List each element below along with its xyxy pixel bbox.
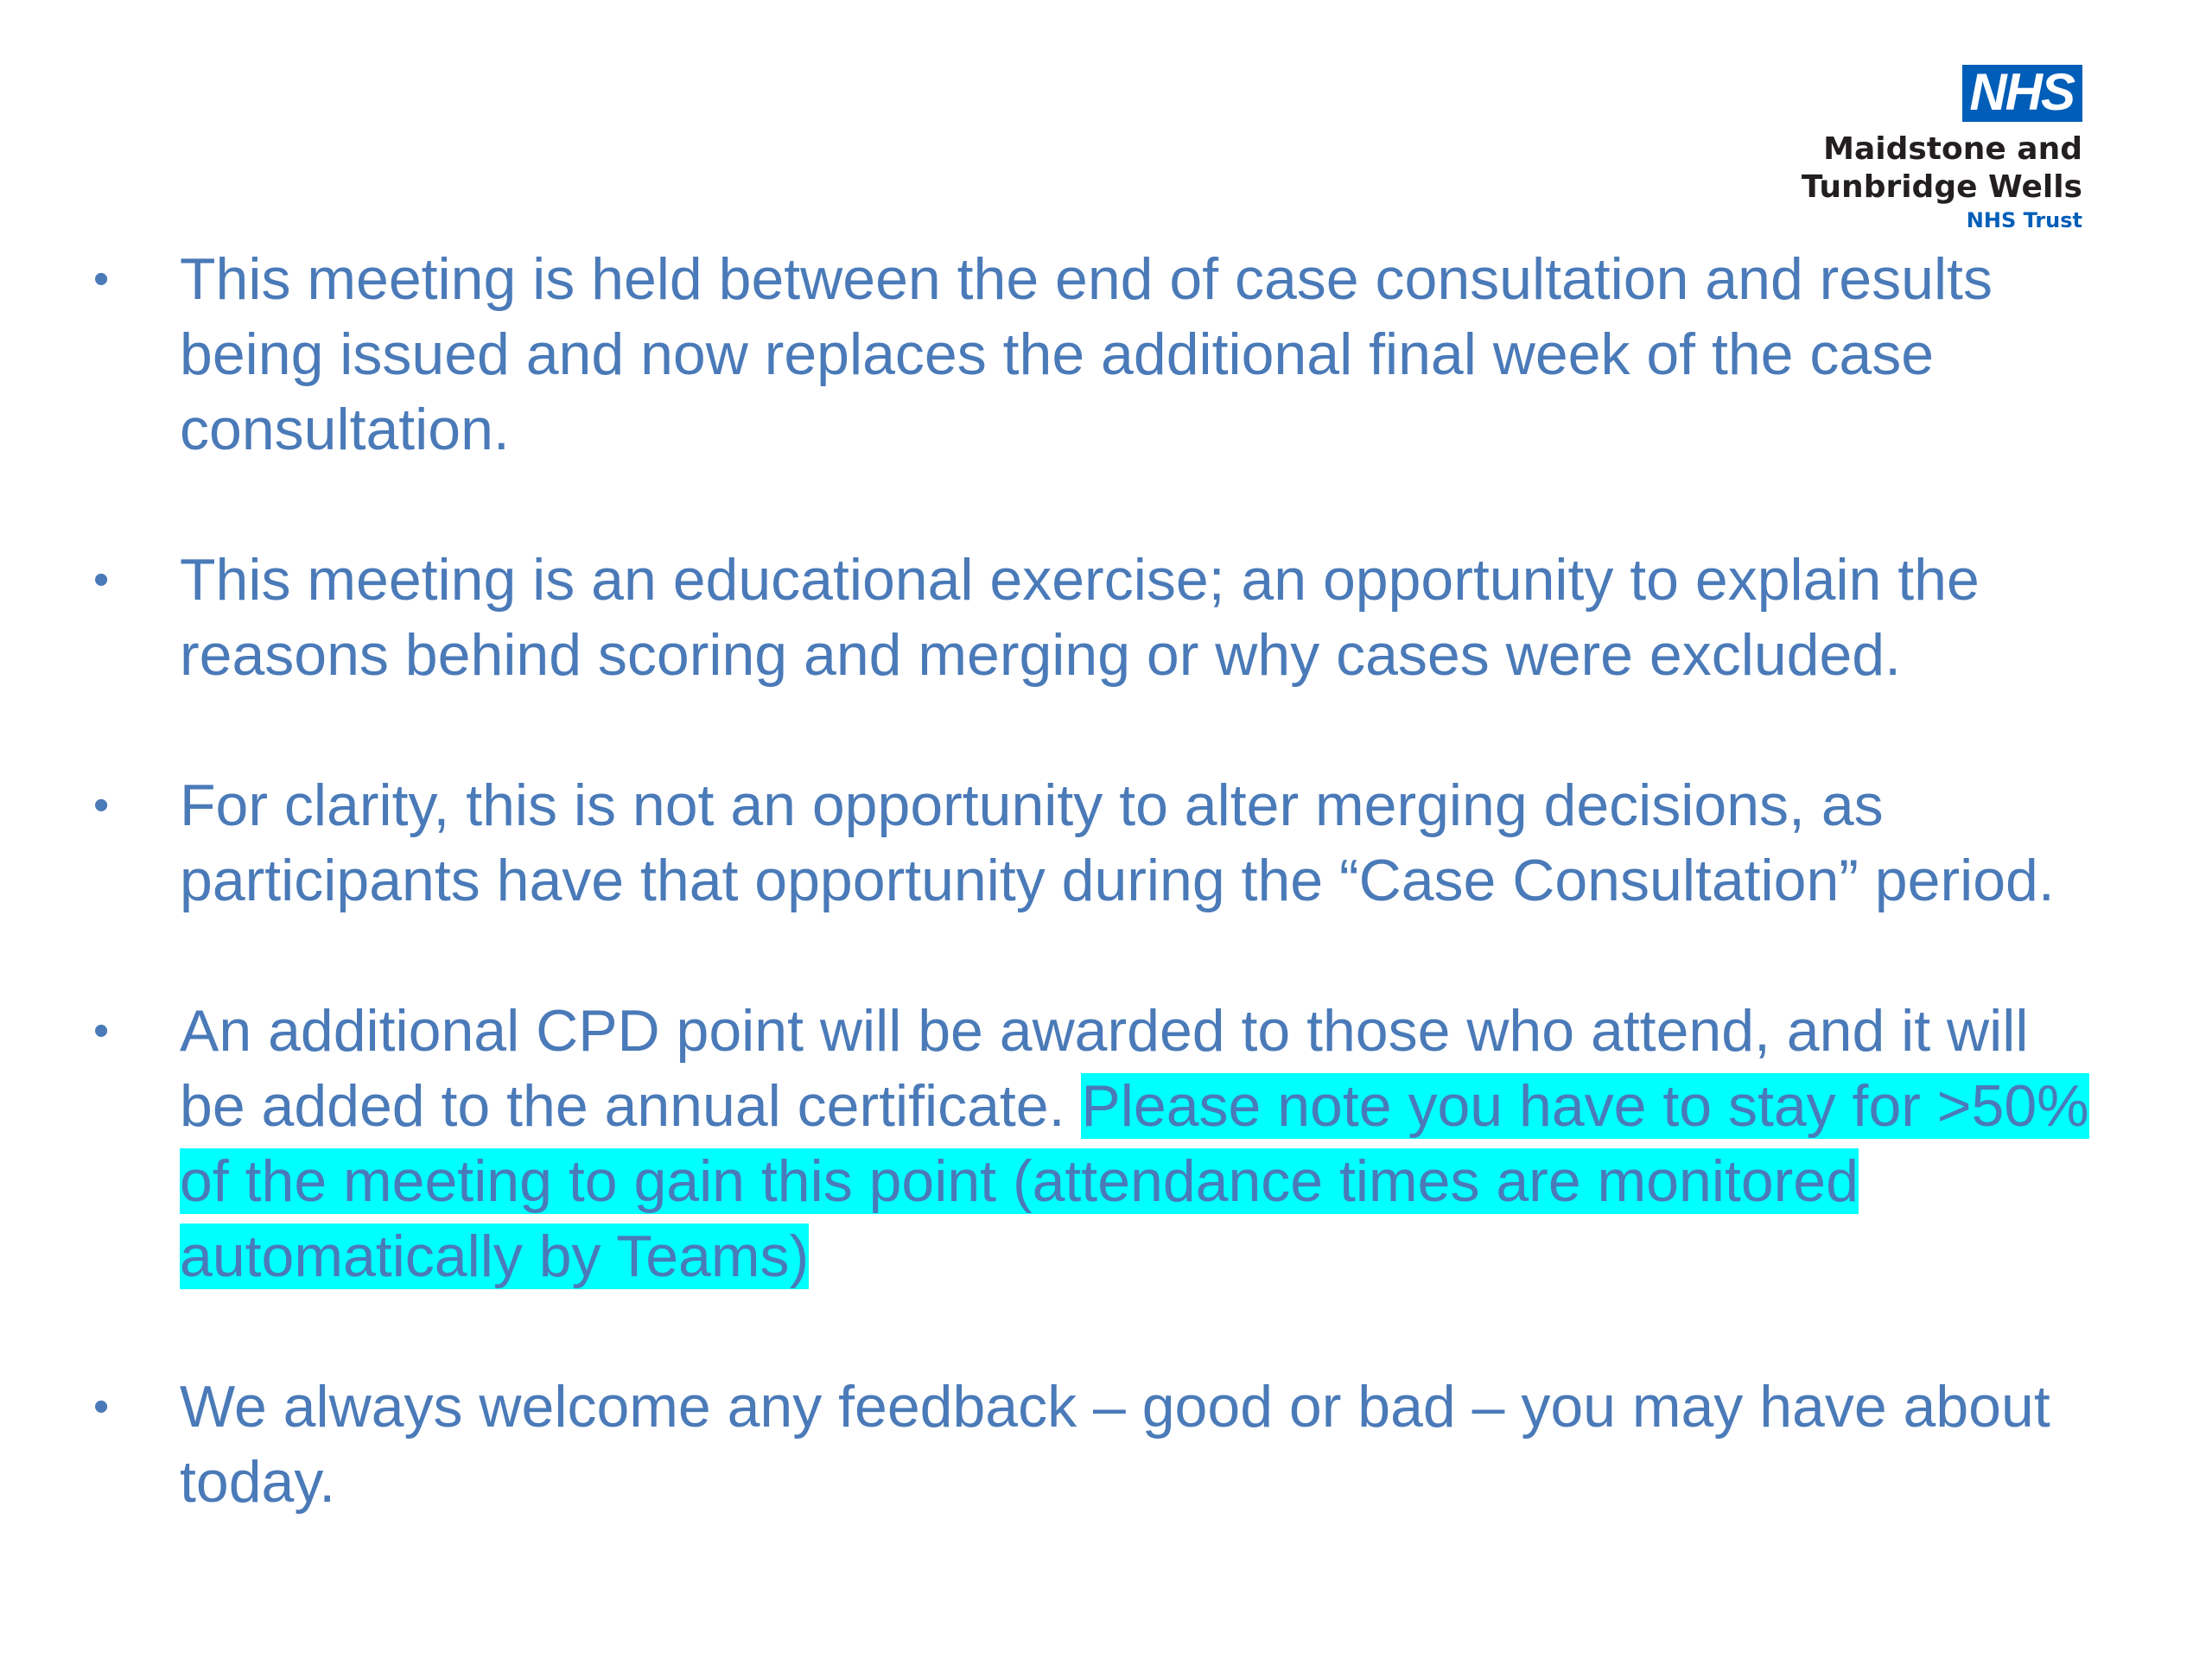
bullet-icon: •	[93, 1382, 110, 1432]
bullet-text: We always welcome any feedback – good or bad – you may have about today.	[180, 1374, 2050, 1515]
bullet-icon: •	[93, 780, 110, 830]
highlighted-note: Please note you have to stay for >50% of the meeting to gain this point (attendance times are monitored automatically by Teams)	[180, 1073, 2089, 1289]
bullet-icon: •	[93, 254, 110, 304]
bullet-icon: •	[93, 555, 110, 605]
bullet-text: This meeting is an educational exercise; an opportunity to explain the reasons behind scoring and merging or why cases were excluded.	[180, 547, 1980, 688]
bullet-item	[93, 994, 2089, 1294]
bullet-item	[93, 768, 2089, 918]
bullet-icon: •	[93, 1006, 110, 1056]
bullet-text: This meeting is held between the end of case consultation and results being issued and now replaces the additional final week of the case consultation.	[180, 246, 1993, 462]
nhs-badge: NHS	[1962, 65, 2082, 122]
bullet-item	[93, 543, 2089, 693]
bullet-item	[93, 1370, 2089, 1520]
bullet-text: For clarity, this is not an opportunity to alter merging decisions, as participants have that opportunity during the “Case Consultation” period.	[180, 772, 2055, 913]
nhs-trust-logo	[1802, 65, 2082, 234]
bullet-text: An additional CPD point will be awarded to those who attend, and it will be added to the annual certificate.	[180, 998, 2029, 1139]
bullet-list	[93, 242, 2089, 1520]
org-name-line-2: Tunbridge Wells	[1801, 169, 2082, 205]
trust-label: NHS Trust	[1966, 208, 2082, 232]
bullet-item	[93, 242, 2089, 467]
org-name-line-1: Maidstone and	[1823, 131, 2082, 167]
